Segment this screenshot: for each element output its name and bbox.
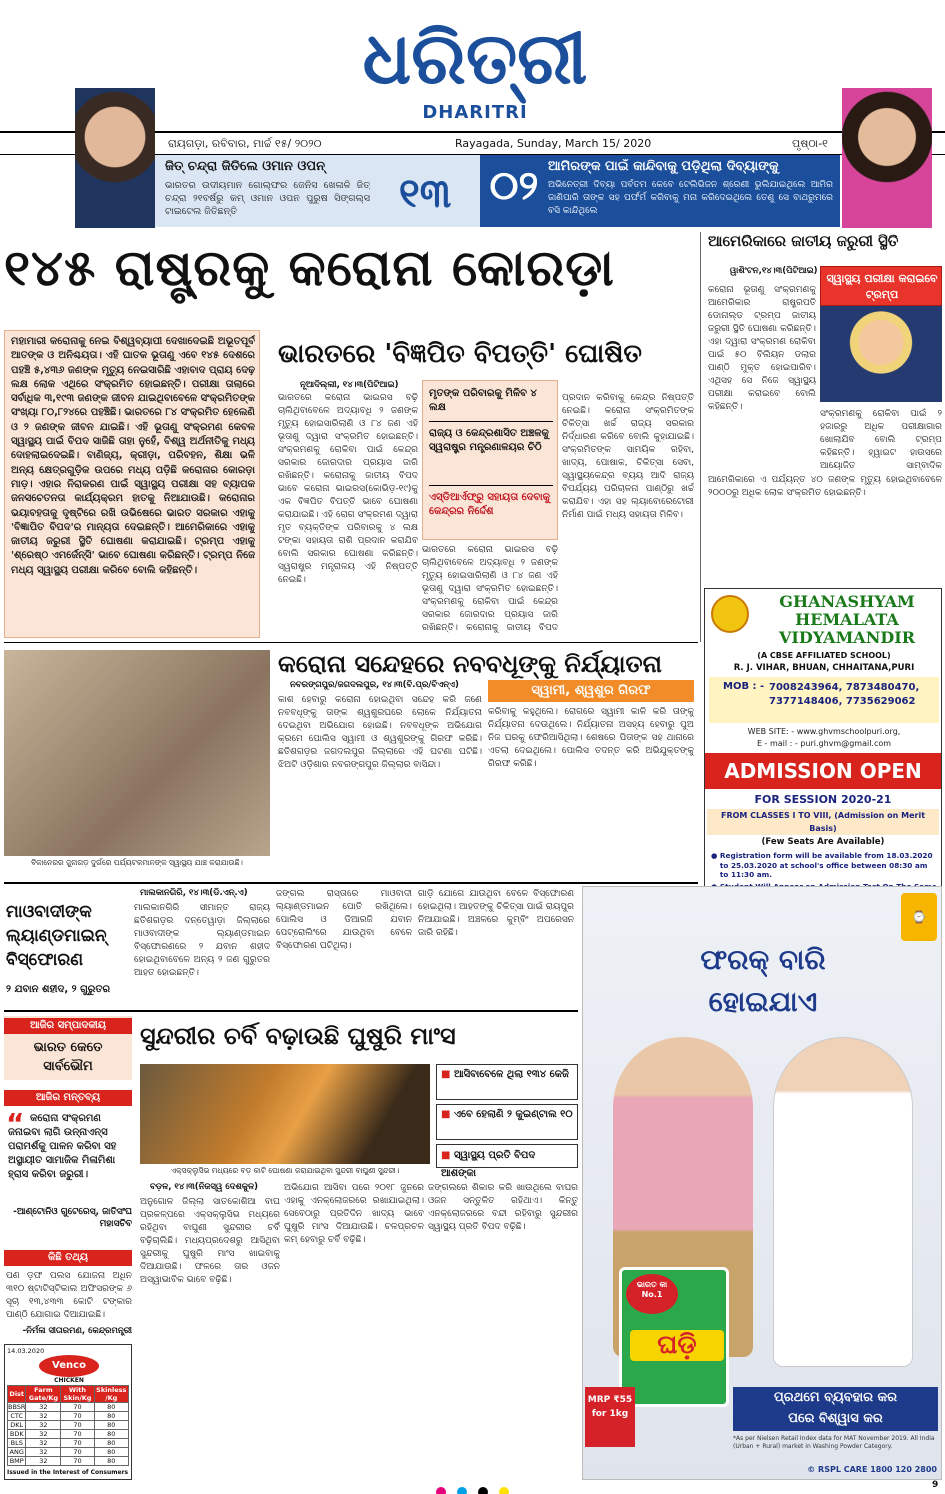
health-check-photo [4, 650, 270, 856]
ghadi-footnote: *As per Nielsen Retail Index data for MAT November 2019. All India (Urban + Rural) market in Washing Powder Category. [733, 1435, 935, 1450]
editorial-tag: ଆଜିର ସମ୍ପାଦକୀୟ [4, 1018, 132, 1034]
chicken-table-cell: 80 [94, 1457, 128, 1466]
chicken-col-header: Farm Gate/Kg [26, 1386, 61, 1403]
chicken-table-cell: CTC [8, 1412, 26, 1421]
chicken-table-cell: 70 [61, 1412, 94, 1421]
maoist-col-2: ଜଙ୍ଗଲ ରାସ୍ତାରେ ମାଓବାଦୀ ଲ୍ୟାଣ୍ଡମାଇନ ପୋତି ରଖିଥିଲେ। ପୋଲିସ ଓ ଡିଆରଜି ଯବାନ ପେଟ୍ରୋଲିଂରେ ଯାଉଥିବା ବେଳେ ବିସ୍ଫୋରଣ ଘଟିଥିଲା। [276, 889, 412, 951]
tiger-photo [140, 1064, 430, 1164]
health-check-caption: ବିକାନେରର ଜୁନାଗଡ଼ ଦୁର୍ଗରେ ପର୍ଯ୍ୟଟକମାନଙ୍କ ସ୍ୱାସ୍ଥ୍ୟ ଯାଞ୍ଚ କରାଯାଉଛି। [31, 858, 243, 867]
chicken-footer: Issued in the Interest of Consumers [7, 1469, 129, 1476]
chicken-table-cell: 80 [94, 1448, 128, 1457]
masthead-logo [330, 10, 620, 128]
chicken-table-cell: 32 [26, 1421, 61, 1430]
logo-subtext: DHARITRI [422, 102, 528, 123]
lead-intro-text: ମହାମାରୀ କରୋନାକୁ ନେଇ ବିଶ୍ୱବ୍ୟାପୀ ଦେଖାଦେଇଛି ଅଭୂତପୂର୍ବ ଆତଙ୍କ ଓ ଅନିଶ୍ଚୟତା। ଏହି ଘାତକ ଭୂତାଣୁ ଏବେ ୧୪୫ ଦେଶରେ ପହଞ୍ଚି ୫,୪୩୬ ଜଣଙ୍କ ମୃତ୍ୟୁ ନେଇସାରିଛି ଏହାବାଦ ପ୍ରାୟ ଦେଢ଼ ଲକ୍ଷ ଲୋକ ଏଥିରେ ସଂକ୍ରମିତ ହୋଇଛନ୍ତି। ପରୀକ୍ଷା ତାଲାରେ ସର୍ବାଧିକ ୩,୧୯୩ ଜଣଙ୍କ ଜୀବନ ଯାଇଥିବାବେଳେ ସଂକ୍ରମିତଙ୍କ ସଂଖ୍ୟା ୮୦,୮୨୪ରେ ପହଞ୍ଚିଛି। ଭାରତରେ ୮୪ ସଂକ୍ରମିତ ହେଲେଣି ଓ ୨ ଜଣଙ୍କ ଜୀବନ ଯାଇଛି। ଏହି ଭୂତାଣୁ ସଂକ୍ରମଣ କେବଳ ସ୍ୱାସ୍ଥ୍ୟ ପାଇଁ ବିପଦ ସାଜିଛି ତାହା ନୁହେଁ, ବିଶ୍ୱ ଅର୍ଥନୀତିକୁ ମଧ୍ୟ ଦୋହଲାଇଦେଇଛି। ବାଣିଜ୍ୟ, କ୍ରୀଡ଼ା, ପରିବହନ, ଶିକ୍ଷା ଭଳି ଅନ୍ୟ କ୍ଷେତ୍ରଗୁଡ଼ିକ ଉପରେ ମଧ୍ୟ ପଡ଼ିଛି କରୋନାର କୋରଡ଼ା ମାଡ଼। ଏହାର ନିରାକରଣ ପାଇଁ ସ୍ୱାସ୍ଥ୍ୟ ପରୀକ୍ଷା ସହ ବ୍ୟାପକ ଜନସଚେତନତା କାର୍ଯ୍ୟକ୍ରମ ହାତକୁ ନିଆଯାଉଛି। କରୋନାର ଭୟାବହତାକୁ ଦୃଷ୍ଟିରେ ରଖି ଉଭିଷେରେ ଭାରତ ସରକାର ଏହାକୁ 'ବିଜ୍ଞାପିତ ବିପଦ'ର ମାନ୍ୟତା ଦେଇଛନ୍ତି। ଆମେରିକାରେ ଏହାକୁ ଜାତୀୟ ଜରୁରୀ ସ୍ଥିତି ଘୋଷଣା କରାଯାଇଛି। ଟ୍ରମ୍ପ ଏହାକୁ 'ଶ୍ରେଷ୍ଠ ଏମର୍ଜେନ୍ସି' ଭାବେ ଘୋଷଣା କରିଛନ୍ତି। ଟ୍ରମ୍ପ ନିଜେ ମଧ୍ୟ ସ୍ୱାସ୍ଥ୍ୟ ପରୀକ୍ଷା କରିବେ ବୋଲି କହିଛନ୍ତି। [11, 336, 255, 576]
teaser-right-title: ଆମିରଙ୍କ ପାଇଁ କାନ୍ଦିବାକୁ ପଡ଼ିଥିଲା ଦିବ୍ୟାଙ୍କୁ [548, 159, 779, 174]
maoist-dateline: ମାଲକାନଗିରି, ୧୪।୩(ଡି.ଏନ୍.ଏ) [140, 888, 248, 898]
logo-text: ଧରିତ୍ରୀ [362, 15, 588, 100]
chicken-table-cell: 32 [26, 1403, 61, 1412]
black-register-mark [478, 1487, 488, 1494]
school-logo-icon [711, 595, 749, 633]
fact-text: ପଣ ଡ଼ଫ ପଲସ ଯୋଜନା ଅଧିନ ୩୧୦ ଷ୍ଟାଟିସ୍ଟିକାଲ ଅଫିସରଙ୍କ ୬ ସୂଚା ୧୩,୪୩୩ କୋଟି ଟଙ୍କାର ପାଣ୍ଠି ଯୋଗାଇ ଦିଆଯାଇଛି। [6, 1271, 132, 1320]
chicken-table-cell: 32 [26, 1430, 61, 1439]
yellow-register-mark [499, 1487, 509, 1494]
quote-author: -ଆଣ୍ଟୋନିଓ ଗୁଟେରେସ୍, ଜାତିସଂଘ ମହାସଚିବ [13, 1207, 132, 1229]
chicken-table-cell: ANG [8, 1448, 26, 1457]
lead-col-2: ପ୍ରଦାନ କରିବାକୁ କେନ୍ଦ୍ର ନିଷ୍ପତ୍ତି ନେଇଛି। କରୋନା ସଂକ୍ରମିତଙ୍କ ଚିକିତ୍ସା ଖର୍ଚ୍ଚ ରାଜ୍ୟ ସରକାର ନିର୍ଦ୍ଧାରଣ କରିବେ ବୋଲି କୁହାଯାଇଛି। ସଂକ୍ରମିତଙ୍କ ସାମୟିକ ରହିବା, ଖାଦ୍ୟ, ପୋଷାକ, ଚିକିତ୍ସା ସେବା, ସ୍ୱାସ୍ଥ୍ୟକେନ୍ଦ୍ର ବ୍ୟୟ ଆଦି ରାଜ୍ୟ ବିପର୍ଯ୍ୟୟ ପରିଚାଳନା ପାଣ୍ଠିରୁ ଖର୍ଚ୍ଚ କରାଯିବ। ଏହା ସହ ଲ୍ୟାବୋରେଟୋରୀ ନିର୍ମାଣ ପାଇଁ ମଧ୍ୟ ସହାୟତା ମିଳିବ। [562, 393, 694, 520]
lead-highlight-divider [429, 485, 553, 486]
school-address: R. J. VIHAR, BHUAN, CHHAITANA,PURI [733, 663, 915, 673]
square-bullet-icon: ■ [441, 1150, 454, 1161]
chicken-table-row [8, 1448, 129, 1457]
admission-session: FOR SESSION 2020-21 [754, 793, 892, 806]
cyan-register-mark [457, 1487, 467, 1494]
chicken-table-cell: 80 [94, 1403, 128, 1412]
chicken-table-row [8, 1439, 129, 1448]
chicken-table-cell: 70 [61, 1403, 94, 1412]
lead-headline: ୧୪୫ ରାଷ୍ଟ୍ରକୁ କରୋନା କୋରଡ଼ା [4, 239, 615, 297]
chicken-table-cell: DKL [8, 1421, 26, 1430]
school-ad[interactable] [704, 588, 942, 890]
america-box-title [820, 266, 942, 306]
tiger-highlight-text: ଆସିବାବେଳେ ଥିଲା ୧୩୪ କେଜି [453, 1069, 569, 1080]
lead-highlight-item: ଏସ୍ଡିଆର୍ଏଫ୍‌ରୁ ସହାୟତା ଦେବାକୁ କେନ୍ଦ୍ରର ନିର୍ଦ୍ଦେଶ [429, 492, 551, 517]
maoist-headline-line: ଲ୍ୟାଣ୍ଡମାଇନ୍ [6, 926, 107, 946]
chicken-table-cell: 32 [26, 1439, 61, 1448]
chicken-table-row [8, 1430, 129, 1439]
quote-tag: ଆଜିର ମନ୍ତବ୍ୟ [4, 1090, 132, 1106]
editorial-title: ଭାରତ କେତେ ସାର୍ବଭୌମ [33, 1040, 103, 1074]
admission-banner: ADMISSION OPEN [705, 753, 941, 789]
ghadi-rank-badge: ଭାରତ କା No.1 [626, 1274, 678, 1314]
man-model-image [773, 1037, 913, 1367]
chicken-table-cell: 80 [94, 1430, 128, 1439]
tiger-highlight-item [436, 1104, 578, 1140]
chicken-table-cell: 80 [94, 1421, 128, 1430]
ghadi-logo-icon: ⌚ [901, 893, 937, 941]
chicken-table-cell: 32 [26, 1448, 61, 1457]
quote-text: କରୋନା ସଂକ୍ରମଣ ଜନାଇବା ଲାଗି ଉନ୍ନାଏନ୍ସ ପରାମର୍ଶକୁ ପାଳନ କରିବା ସହ ଅସ୍ଥାୟୀତ ସାମାଜିକ ମିଳାମିଶା ହ୍ରାସ କରିବା ଜରୁରୀ। [8, 1113, 117, 1180]
chicken-table-cell: 32 [26, 1457, 61, 1466]
chicken-brand: Venco [39, 1355, 99, 1377]
ghadi-mrp: MRP ₹55 for 1kg [585, 1387, 635, 1447]
fact-author: -ନିର୍ମଳା ସୀତାରମଣ, କେନ୍ଦ୍ରମନ୍ତ୍ରୀ [22, 1326, 132, 1336]
chicken-table-cell: 80 [94, 1412, 128, 1421]
america-headline: ଆମେରିକାରେ ଜାତୀୟ ଜରୁରୀ ସ୍ଥିତି [708, 232, 899, 250]
square-bullet-icon: ■ [441, 1069, 454, 1080]
square-bullet-icon: ■ [441, 1109, 454, 1120]
chicken-table-cell: BDK [8, 1430, 26, 1439]
school-name-line: GHANASHYAM [779, 592, 915, 611]
america-col-1: କରୋନା ଭୂତାଣୁ ସଂକ୍ରମଣକୁ ଆମେରିକାର ରାଷ୍ଟ୍ରପତି ଡୋନାଲ୍ଡ ଟ୍ରମ୍ପ ଜାତୀୟ ଜରୁରୀ ସ୍ଥିତି ଘୋଷଣା କରିଛନ୍ତି। ଏହା ଦ୍ୱାରା ସଂକ୍ରମଣ ରୋକିବା ପାଇଁ ୫୦ ବିଲିୟନ ଡଲାର ପାଣ୍ଠି ମୁକ୍ତ ହୋଇପାରିବ। ଏଥିସହ ସେ ନିଜେ ସ୍ୱାସ୍ଥ୍ୟ ପରୀକ୍ଷା କରାଇବେ ବୋଲି କହିଛନ୍ତି। [708, 285, 816, 412]
fact-tag: କିଛି ତଥ୍ୟ [4, 1250, 132, 1266]
school-name-line: VIDYAMANDIR [779, 628, 915, 647]
registration-marks [0, 1482, 945, 1494]
bride-headline: କରୋନା ସନ୍ଦେହରେ ନବବଧୂଙ୍କୁ ନିର୍ଯ୍ୟାତନା [278, 650, 662, 678]
maoist-col-3: ଗାଡ଼ି ଯୋଗେ ଯାଉଥିବା ବେଳେ ବିସ୍ଫୋରଣ ହୋଇଥିଲା। ଆହତଙ୍କୁ ଚିକିତ୍ସା ପାଇଁ ରାୟପୁର ନିଆଯାଇଛି। ଅଞ୍ଚଳରେ କୁମ୍ବିଂ ଅପରେସନ ଜାରି ରହିଛି। [418, 889, 574, 938]
tiger-highlight-text: ସ୍ୱାସ୍ଥ୍ୟ ପ୍ରତି ବିପଦ ଆଶଙ୍କା [441, 1150, 536, 1179]
maoist-col-1: ମାଲକାନଗିରି ସୀମାନ୍ତ ରାଜ୍ୟ ଛତିଶଗଡ଼ର ଦନ୍ତେୱାଡ଼ା ଜିଲ୍ଲାରେ ମାଓବାଦୀଙ୍କ ଲ୍ୟାଣ୍ଡମାଇନ ବିସ୍ଫୋରଣରେ ୨ ଯବାନ ଶହୀଦ ହୋଇଥିବାବେଳେ ଅନ୍ୟ ୨ ଜଣ ଗୁରୁତର ଆହତ ହୋଇଛନ୍ତି। [134, 903, 270, 978]
tiger-highlight-box [436, 1064, 578, 1180]
chicken-table-row [8, 1457, 129, 1466]
chicken-sub: CHICKEN [54, 1377, 84, 1384]
chicken-table-cell: 80 [94, 1439, 128, 1448]
chicken-price-table [7, 1385, 129, 1466]
chicken-table-cell: BBSR [8, 1403, 26, 1411]
teaser-left[interactable] [155, 155, 480, 227]
school-mob-label: MOB : - [723, 681, 765, 692]
tiger-col-2: ଅଭିଯୋଗ ଆସିବା ପରେ ୨୦୧୮ ଜୁନରେ ଏହାକୁ ଏନକ୍ଲୋଜରରେ ରଖାଯାଇଥିଲା। ସେବେଠାରୁ ପ୍ରତିଦିନ ଖାଦ୍ୟ ଭାବେ ଘୁଷୁରି ମାଂସ ଦିଆଯାଉଛି। ଚଳପ୍ରଚଳ କମ୍ ହେବାରୁ ଚର୍ବି ବଢ଼ିଛି। [284, 1183, 424, 1245]
edition-date-english: Rayagada, Sunday, March 15/ 2020 [455, 137, 652, 150]
ghadi-care-line[interactable]: © RSPL CARE 1800 120 2800 [807, 1465, 937, 1474]
chicken-table-cell: 70 [61, 1448, 94, 1457]
maoist-headline-line: ମାଓବାଦୀଙ୍କ [6, 902, 92, 922]
lead-col-1: ଭାରତରେ କରୋନା ଭାଇରସ ବଢ଼ି ଚାଲିଥିବାବେଳେ ଅଦ୍ୟାବଧି ୨ ଜଣଙ୍କ ମୃତ୍ୟୁ ହୋଇସାରିଲାଣି ଓ ୮୪ ଜଣ ଏହି ଭୂତାଣୁ ଦ୍ୱାରା ସଂକ୍ରମିତ ହୋଇଛନ୍ତି। ସଂକ୍ରମଣକୁ ରୋକିବା ପାଇଁ କେନ୍ଦ୍ର ସରକାର ଜୋରଦାର ପ୍ରୟାସ ଜାରି ରଖିଛନ୍ତି। କରୋନାକୁ ଜାତୀୟ ବିପଦ ଭାବେ କରୋନା ଭାଇରସ(କୋଭିଡ଼-୧୯)କୁ ଏକ ବିଜ୍ଞପିତ ବିପତ୍ତି ଭାବେ ଘୋଷଣା କରାଯାଇଛି। ଏହି ରୋଗ ସଂକ୍ରମଣ ଦ୍ୱାରା ମୃତ ବ୍ୟକ୍ତିଙ୍କ ପରିବାରକୁ ୪ ଲକ୍ଷ ଟଙ୍କା ସହାୟତା ରାଶି ପ୍ରଦାନ କରାଯିବ ବୋଲି ସରକାର ଘୋଷଣା କରିଛନ୍ତି। ସ୍ୱରାଷ୍ଟ୍ର ମନ୍ତ୍ରାଳୟ ଏହି ନିଷ୍ପତ୍ତି ନେଇଛି। [278, 393, 418, 585]
teaser-right-page: ୦୨ [489, 163, 539, 209]
tiger-col-3: ଜଙ୍ଗଲରେ ଶିକାର କରି ଖାଉଥିଲେ ବାଘର ଓଜନ ସନ୍ତୁଳିତ ରହିଥାଏ। କିନ୍ତୁ ଏନକ୍ଲୋଜରରେ ବନ୍ଦୀ ରହିବାରୁ ସୁନ୍ଦରୀର ସ୍ୱାସ୍ଥ୍ୟ ପ୍ରତି ବିପଦ ବଢ଼ିଛି। [428, 1183, 578, 1232]
editorial-box[interactable] [4, 1016, 132, 1080]
tiger-highlight-item [436, 1064, 578, 1100]
bride-dateline: ନବରଙ୍ଗପୁର/ଜଗଦଲପୁର, ୧୪।୩(ବି.ପ୍ର/ବିଏନ୍ଏ) [290, 680, 459, 690]
america-dateline: ୱାଶିଂଟନ,୧୪।୩(ପିଟିଆଇ) [730, 266, 818, 276]
lead-highlight-item: ମୃତଙ୍କ ପରିବାରକୁ ମିଳିବ ୪ ଲକ୍ଷ [429, 388, 537, 413]
chicken-date: 14.03.2020 [7, 1347, 45, 1355]
ghadi-brand: ଘଡ଼ି [630, 1330, 724, 1361]
chicken-col-header: Dist [8, 1386, 26, 1403]
tiger-col-1: ଅନୁଗୋଳ ଜିଲ୍ଲା ସାତକୋଶିଆ ବାଘ ପ୍ରକଳ୍ପରେ ଏକ୍ସକ୍ଲୁସିଭ ମଧ୍ୟରେ ରହିଥିବା ବାଘୁଣୀ ସୁନ୍ଦରୀର ଚର୍ବି ବଢ଼ିଚାଲିଛି। ମଧ୍ୟପ୍ରଦେଶରୁ ଆସିଥିବା ସୁନ୍ଦରୀକୁ ଘୁଷୁରି ମାଂସ ଖାଇବାକୁ ଦିଆଯାଉଛି। ଫଳରେ ତାର ଓଜନ ଅସ୍ୱାଭାବିକ ଭାବେ ବଢ଼ିଛି। [140, 1197, 280, 1285]
chicken-col-header: Skinless /Kg [94, 1386, 128, 1403]
admission-seats: (Few Seats Are Available) [761, 837, 885, 847]
school-phone-block [709, 677, 939, 723]
section-rule [4, 1010, 578, 1012]
teaser-left-page: ୧୩ [398, 171, 452, 217]
chicken-table-cell: 32 [26, 1412, 61, 1421]
page-number: 9 [932, 1480, 939, 1490]
admission-classes: FROM CLASSES I TO VIII, (Admission on Merit Basis) [707, 809, 939, 835]
chicken-table-cell: 70 [61, 1457, 94, 1466]
ghadi-ad[interactable] [582, 886, 942, 1480]
lead-dateline: ନୂଆଦିଲ୍ଲୀ, ୧୪।୩(ପିଟିଆଇ) [300, 380, 399, 390]
lead-highlight-box [422, 380, 558, 540]
page-label: ପୃଷ୍ଠା-୧ [792, 137, 828, 150]
bullet-icon: ● [711, 851, 720, 860]
school-name-line: HEMALATA [795, 610, 899, 629]
america-bottom: ଆମେରିକାରେ ଏ ପର୍ଯ୍ୟନ୍ତ ୪୦ ଜଣଙ୍କ ମୃତ୍ୟୁ ହୋଇଥିବାବେଳେ ୨୦୦୦ରୁ ଅଧିକ ଲୋକ ସଂକ୍ରମିତ ହୋଇଛନ୍ତି। [708, 475, 942, 498]
chicken-table-row [8, 1421, 129, 1430]
lead-intro-box [4, 330, 260, 638]
bride-col-2: କରିବାକୁ କହୁଥିଲେ। ରୋଗରେ ସ୍ୱାମୀ କାଳି କରି ତାଙ୍କୁ ନିର୍ଯ୍ୟାତନା ଦେଉଥିଲେ। ନିର୍ଯ୍ୟାତନା ଅସହ୍ୟ ହେବାରୁ ପୁଅ ନିଜ ଘରକୁ ଫେରିଆସିଥିଲା। ଶେଷରେ ପିତାଙ୍କ ସହ ଥାନାରେ ଏତଲା ଦେଇଥିଲେ। ପୋଲିସ ତଦନ୍ତ କରି ଅଭିଯୁକ୍ତଙ୍କୁ ଗିରଫ କରିଛି। [488, 707, 694, 769]
chicken-table-row [8, 1412, 129, 1421]
bride-tag: ସ୍ୱାମୀ, ଶ୍ୱଶୁର ଗିରଫ [488, 680, 694, 702]
lead-highlight-divider [429, 421, 553, 422]
column-divider [700, 232, 701, 642]
maoist-headline [6, 900, 126, 986]
chicken-table-row [8, 1403, 129, 1412]
chicken-table-cell: 70 [61, 1421, 94, 1430]
chicken-table-cell: BLS [8, 1439, 26, 1448]
section-rule [4, 642, 698, 643]
quote-mark-icon: “ [6, 1107, 25, 1140]
ghadi-pack-image [619, 1267, 729, 1407]
edition-date-odia: ରାୟଗଡ଼ା, ରବିବାର, ମାର୍ଚ୍ଚ ୧୫/ ୨୦୨୦ [168, 137, 322, 150]
lead-highlight-item: ରାଜ୍ୟ ଓ କେନ୍ଦ୍ରଶାସିତ ଅଞ୍ଚଳକୁ ସ୍ୱରାଷ୍ଟ୍ର ମନ୍ତ୍ରଣାଳୟର ଚିଠି [429, 428, 549, 453]
actress-photo [842, 88, 932, 228]
lead-subheadline: ଭାରତରେ 'ବିଜ୍ଞପିତ ବିପତ୍ତି' ଘୋଷିତ [278, 339, 642, 369]
magenta-register-mark [436, 1487, 446, 1494]
chicken-table-cell: 70 [61, 1430, 94, 1439]
school-website[interactable]: WEB SITE: - www.ghvmschoolpuri.org, [747, 727, 901, 736]
tiger-highlight-item [436, 1144, 578, 1179]
maoist-subhead: ୨ ଯବାନ ଶହୀଦ, ୨ ଗୁରୁତର [6, 984, 111, 995]
tiger-dateline: ବଡ଼ଳ, ୧୪।୩(ନିଜସ୍ୱ ଦେଶକୁଳ) [150, 1182, 259, 1192]
school-affiliation: (A CBSE AFFILIATED SCHOOL) [757, 651, 891, 660]
chicken-table-cell: BMP [8, 1457, 26, 1466]
ghadi-slogan [733, 1387, 938, 1431]
ghadi-headline-line: ଫରକ୍ ବାରି [700, 943, 826, 976]
teaser-left-title: ଜିତ୍ ଚନ୍ଦ୍ରା ଜିତିଲେ ଓମାନ ଓପନ୍ [165, 159, 326, 174]
admission-bullet-text: Registration form will be available from 18.03.2020 to 25.03.2020 at school's office between 08:30 am to 11:30 am. [719, 851, 933, 879]
tiger-headline: ସୁନ୍ଦରୀର ଚର୍ବି ବଢ଼ାଉଛି ଘୁଷୁରି ମାଂସ [140, 1022, 456, 1050]
tiger-caption: ଏକ୍ସକ୍ଲୁସିଭ ମଧ୍ୟରେ ବଡ଼ କାଟି ଘୋଷଣା କରାଯାଇଥିବା ସୁନ୍ଦରୀ ବାଘୁଣୀ ସୁନ୍ଦରୀ। [170, 1166, 400, 1175]
chicken-table-cell: 70 [61, 1439, 94, 1448]
tiger-highlight-text: ଏବେ ହେଲାଣି ୨ କୁଇଣ୍ଟାଲ ୧୦ [453, 1109, 573, 1120]
trump-photo [820, 306, 942, 402]
teaser-right[interactable] [480, 155, 840, 227]
section-rule [4, 882, 698, 884]
golfer-photo [75, 88, 155, 228]
teaser-left-text: ଭାରତର ଉଦୀୟମାନ ଗୋଲ୍ଫର ଜେନିସ ଖେଳାଳି ଜିତ୍ ଚନ୍ଦ୍ରା ୨୧ବର୍ଷରୁ କମ୍ ଓମାନ ଓପନ ପୁରୁଷ ସିଙ୍ଗଲ୍ସ ଟାଇଟେଲ ଜିତିଛନ୍ତି [165, 180, 370, 217]
school-mob-numbers[interactable]: 7008243964, 7873480470, 7377148406, 7735629062 [769, 682, 920, 707]
ghadi-slogan-line: ପ୍ରଥମେ ବ୍ୟବହାର କର [774, 1390, 897, 1405]
school-email[interactable]: E - mail : - puri.ghvm@gmail.com [756, 739, 892, 748]
chicken-price-box [4, 1344, 132, 1480]
america-col-2: ସଂକ୍ରମଣକୁ ରୋକିବା ପାଇଁ ୨ ହଜାରରୁ ଅଧିକ ପରୀକ୍ଷାଗାର ଖୋଲାଯିବ ବୋଲି ଟ୍ରମ୍ପ କହିଛନ୍ତି। ହ୍ୱାଇଟ ହାଉସରେ ଆୟୋଜିତ ସାମ୍ବାଦିକ [820, 409, 942, 470]
chicken-col-header: With Skin/Kg [61, 1386, 94, 1403]
chicken-table-header [8, 1386, 129, 1403]
lead-col-1-continued: ଭାରତରେ କରୋନା ଭାଇରସ ବଢ଼ି ଚାଲିଥିବାବେଳେ ଅଦ୍ୟାବଧି ୨ ଜଣଙ୍କ ମୃତ୍ୟୁ ହୋଇସାରିଲାଣି ଓ ୮୪ ଜଣ ଏହି ଭୂତାଣୁ ଦ୍ୱାରା ସଂକ୍ରମିତ ହୋଇଛନ୍ତି। ସଂକ୍ରମଣକୁ ରୋକିବା ପାଇଁ କେନ୍ଦ୍ର ସରକାର ଜୋରଦାର ପ୍ରୟାସ ଜାରି ରଖିଛନ୍ତି। କରୋନାକୁ ଜାତୀୟ ବିପଦ [422, 545, 558, 633]
ghadi-headline-line: ହୋଇଯାଏ [708, 985, 818, 1018]
bride-col-1: କାଶ ହେବାରୁ କରୋନା ହୋଇଥିବା ସନ୍ଦେହ କରି ଜଣେ ନବବଧୂଙ୍କୁ ତାଙ୍କ ଶ୍ୱଶୁରଘରେ ଲୋକେ ନିର୍ଯ୍ୟାତନା ଦେଇଥିବା ଅଭିଯୋଗ ହୋଇଛି। ନବବଧୂଙ୍କ ଅଭିଯୋଗ କ୍ରମେ ପୋଲିସ ସ୍ୱାମୀ ଓ ଶ୍ୱଶୁରଙ୍କୁ ଗିରଫ କରିଛି। ଛତିଶଗଡ଼ର ଜଗଦଲପୁର ଜିଲ୍ଲାରେ ଏହି ଘଟଣା ଘଟିଛି। ଝିଅଟି ଓଡ଼ିଶାର ନବରଙ୍ଗପୁର ଜିଲ୍ଲାର ବାସିନ୍ଦା। [278, 695, 482, 770]
teaser-right-text: ଅଭିନେତ୍ରୀ ଦିବ୍ୟା ପର୍ବତମ କେବେ ଟେଲିଭିଜନ ଶ୍ରେଣୀ ଭୁଲିଯାଇଥିଲେ ଆମିର ଜାଣିପାରି ତାଙ୍କ ସହ ପର୍ଫର୍ମ କରିବାକୁ ମନା କରିଦେଇଥିଲେ ତେଣୁ ସେ ବାଥରୁମରେ ବସି କାନ୍ଦିଥିଲେ [548, 180, 833, 216]
maoist-headline-line: ବିସ୍ଫୋରଣ [6, 950, 84, 970]
ghadi-slogan-line: ପରେ ବିଶ୍ୱାସ କର [788, 1411, 883, 1426]
america-box-title-text: ସ୍ୱାସ୍ଥ୍ୟ ପରୀକ୍ଷା କରାଇବେ ଟ୍ରମ୍ପ [826, 272, 938, 301]
